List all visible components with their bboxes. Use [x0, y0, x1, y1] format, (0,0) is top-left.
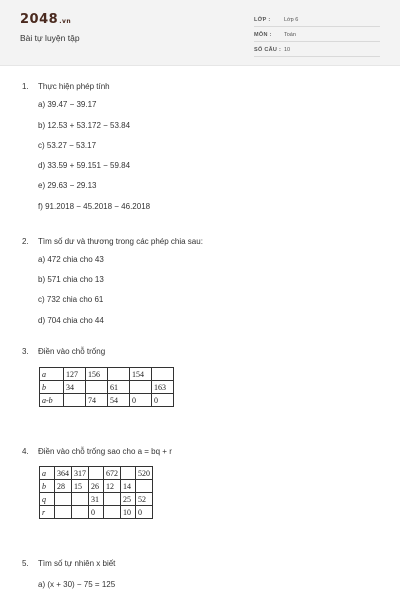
question-1-item-d: d) 33.59 + 59.151 − 59.84: [38, 161, 131, 170]
table-cell: 34: [64, 381, 86, 394]
table-cell: 672: [104, 467, 121, 480]
table-cell: [152, 368, 174, 381]
table-row: [40, 493, 153, 506]
table-row: [40, 506, 153, 519]
table-cell: 12: [104, 480, 121, 493]
question-3-title: 3. Điền vào chỗ trống: [22, 347, 106, 356]
table-row: [40, 480, 153, 493]
meta-class: [254, 14, 380, 27]
table-cell: 52: [136, 493, 153, 506]
worksheet-header: [0, 0, 400, 66]
table-cell: [121, 467, 136, 480]
table-cell: 364: [55, 467, 72, 480]
table-row: [40, 368, 174, 381]
question-1-item-e: e) 29.63 − 29.13: [38, 181, 97, 190]
table-cell: a: [40, 368, 64, 381]
question-4-title: 4. Điền vào chỗ trống sao cho a = bq + r: [22, 447, 172, 456]
question-4-table: [39, 466, 153, 519]
table-cell: r: [40, 506, 55, 519]
table-cell: 163: [152, 381, 174, 394]
question-2-item-d: d) 704 chia cho 44: [38, 316, 104, 325]
table-cell: [64, 394, 86, 407]
table-cell: q: [40, 493, 55, 506]
question-2-item-c: c) 732 chia cho 61: [38, 295, 104, 304]
meta-subject-key: MÔN :: [254, 32, 272, 38]
table-row: [40, 394, 174, 407]
meta-count-value: 10: [284, 47, 291, 53]
table-cell: [86, 381, 108, 394]
table-cell: b: [40, 381, 64, 394]
meta-count: [254, 44, 380, 57]
table-cell: [104, 493, 121, 506]
table-cell: [72, 506, 89, 519]
table-cell: 0: [136, 506, 153, 519]
table-cell: [136, 480, 153, 493]
table-cell: 74: [86, 394, 108, 407]
question-5-item-a: a) (x + 30) − 75 = 125: [38, 580, 116, 589]
question-1-title: 1. Thực hiện phép tính: [22, 82, 110, 91]
meta-count-key: SỐ CÂU :: [254, 47, 282, 53]
table-cell: [108, 368, 130, 381]
table-cell: 10: [121, 506, 136, 519]
table-cell: 520: [136, 467, 153, 480]
site-logo[interactable]: 2048.vn: [20, 12, 72, 27]
table-row: [40, 381, 174, 394]
table-cell: 25: [121, 493, 136, 506]
question-3-table: [39, 367, 174, 407]
question-1-item-a: a) 39.47 − 39.17: [38, 100, 97, 109]
meta-subject-value: Toán: [284, 32, 296, 38]
meta-subject: [254, 29, 380, 42]
table-cell: b: [40, 480, 55, 493]
table-cell: 15: [72, 480, 89, 493]
question-1-item-f: f) 91.2018 − 45.2018 − 46.2018: [38, 202, 151, 211]
table-cell: 127: [64, 368, 86, 381]
table-cell: 154: [130, 368, 152, 381]
table-cell: [89, 467, 104, 480]
question-2-item-a: a) 472 chia cho 43: [38, 255, 104, 264]
table-cell: 26: [89, 480, 104, 493]
question-1-item-b: b) 12.53 + 53.172 − 53.84: [38, 121, 131, 130]
table-cell: 61: [108, 381, 130, 394]
table-cell: 28: [55, 480, 72, 493]
table-cell: [130, 381, 152, 394]
table-cell: [72, 493, 89, 506]
worksheet-subtitle: Bài tự luyện tập: [20, 33, 80, 43]
table-cell: 0: [152, 394, 174, 407]
table-cell: 317: [72, 467, 89, 480]
question-1-item-c: c) 53.27 − 53.17: [38, 141, 97, 150]
question-2-title: 2. Tìm số dư và thương trong các phép chia sau:: [22, 237, 203, 246]
meta-class-key: LỚP :: [254, 17, 271, 23]
table-cell: [55, 493, 72, 506]
table-cell: 0: [89, 506, 104, 519]
question-2-item-b: b) 571 chia cho 13: [38, 275, 104, 284]
table-cell: a-b: [40, 394, 64, 407]
table-cell: [55, 506, 72, 519]
table-row: [40, 467, 153, 480]
table-cell: 156: [86, 368, 108, 381]
table-cell: a: [40, 467, 55, 480]
table-cell: 31: [89, 493, 104, 506]
table-cell: 0: [130, 394, 152, 407]
question-5-title: 5. Tìm số tự nhiên x biết: [22, 559, 116, 568]
table-cell: 54: [108, 394, 130, 407]
table-cell: [104, 506, 121, 519]
meta-class-value: Lớp 6: [284, 17, 299, 23]
table-cell: 14: [121, 480, 136, 493]
